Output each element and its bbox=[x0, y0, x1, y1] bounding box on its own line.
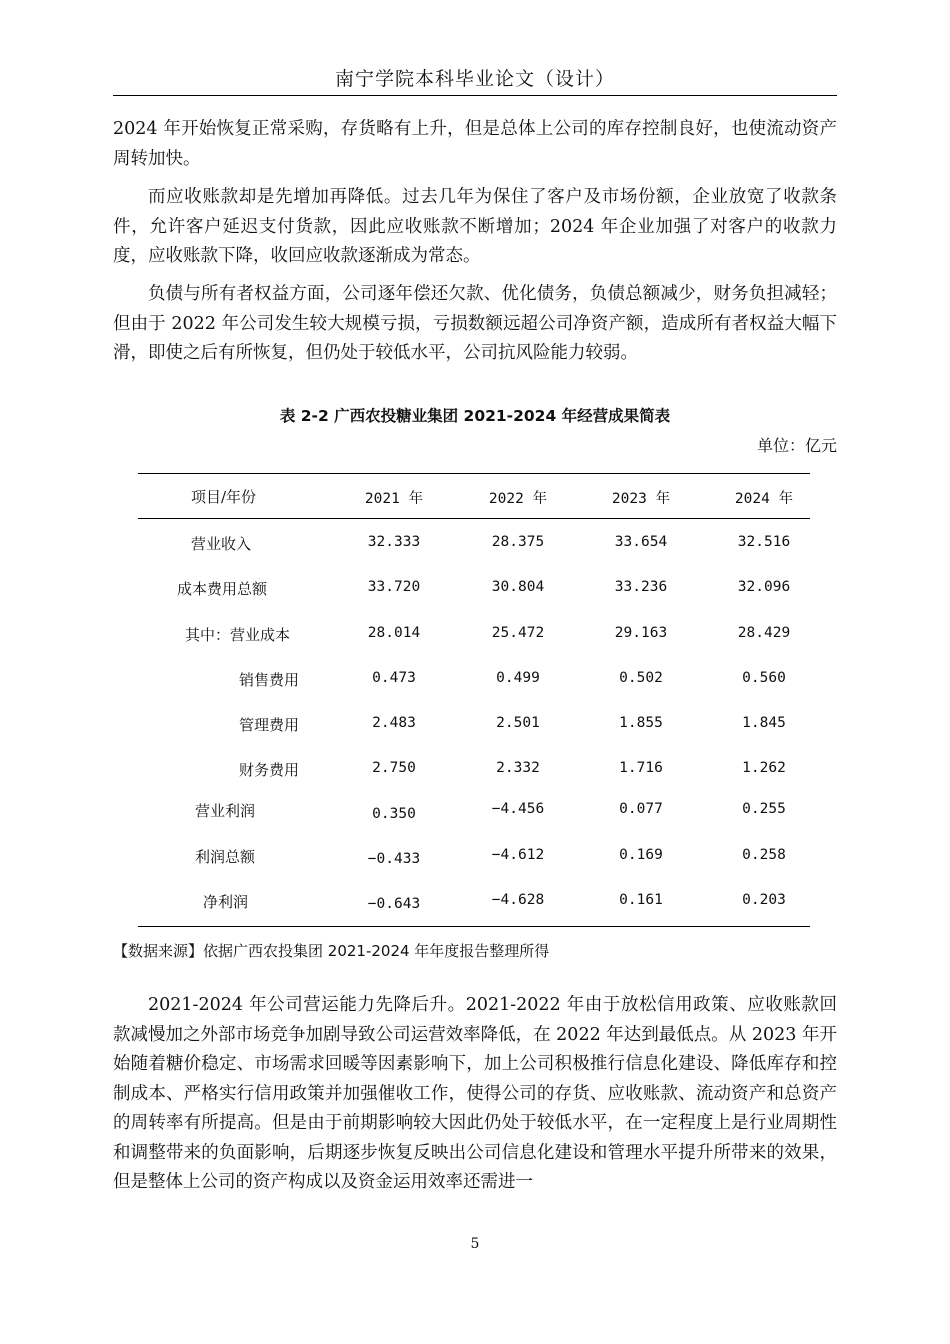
table-cell: 0.499 bbox=[496, 670, 540, 686]
table-header-item: 项目/年份 bbox=[191, 488, 257, 506]
table-cell: 1.845 bbox=[742, 715, 786, 731]
table-bottom-rule bbox=[138, 926, 810, 927]
table-header-2023: 2023 年 bbox=[611, 491, 671, 507]
table-cell: 0.255 bbox=[742, 801, 786, 817]
table-row-label: 营业利润 bbox=[195, 802, 256, 820]
table-cell: 25.472 bbox=[491, 625, 545, 641]
table-cell: 1.855 bbox=[619, 715, 663, 731]
table-cell: 32.333 bbox=[367, 534, 421, 550]
table-row-label: 管理费用 bbox=[239, 716, 300, 734]
table-row-label: 利润总额 bbox=[195, 848, 256, 866]
table-cell: 0.161 bbox=[619, 892, 663, 908]
table-cell: 1.262 bbox=[742, 760, 786, 776]
table-cell: 0.560 bbox=[742, 670, 786, 686]
table-row-label: 净利润 bbox=[203, 893, 249, 911]
table-cell: 2.750 bbox=[372, 760, 416, 776]
table-cell: 2.501 bbox=[496, 715, 540, 731]
paragraph-liabilities: 负债与所有者权益方面，公司逐年偿还欠款、优化债务，负债总额减少，财务负担减轻；但由于 2022 年公司发生较大规模亏损，亏损数额远超公司净资产额，造成所有者权益大幅下滑，即使之后有所恢复，但仍处于较低水平，公司抗风险能力较弱。 bbox=[113, 284, 837, 363]
table-cell: 0.350 bbox=[372, 806, 416, 822]
table-cell: 0.203 bbox=[742, 892, 786, 908]
table-unit: 单位：亿元 bbox=[756, 436, 837, 455]
table-cell: 28.375 bbox=[491, 534, 545, 550]
table-cell: −4.628 bbox=[491, 892, 545, 908]
table-cell: 33.654 bbox=[614, 534, 668, 550]
paragraph-inventory: 2024 年开始恢复正常采购，存货略有上升，但是总体上公司的库存控制良好，也使流动资产周转加快。 bbox=[113, 119, 837, 169]
table-cell: 0.077 bbox=[619, 801, 663, 817]
running-header-title: 南宁学院本科毕业论文（设计） bbox=[334, 68, 615, 90]
table-caption: 表 2-2 广西农投糖业集团 2021-2024 年经营成果简表 bbox=[279, 407, 671, 425]
table-cell: 0.258 bbox=[742, 847, 786, 863]
table-cell: −4.612 bbox=[491, 847, 545, 863]
table-cell: 30.804 bbox=[491, 579, 545, 595]
table-row-label: 销售费用 bbox=[239, 671, 300, 689]
table-cell: −0.643 bbox=[367, 896, 421, 912]
table-header-2024: 2024 年 bbox=[734, 491, 794, 507]
table-cell: 0.169 bbox=[619, 847, 663, 863]
table-cell: 33.720 bbox=[367, 579, 421, 595]
table-cell: 28.429 bbox=[737, 625, 791, 641]
table-cell: 1.716 bbox=[619, 760, 663, 776]
table-cell: 32.096 bbox=[737, 579, 791, 595]
header-rule bbox=[113, 95, 837, 96]
table-top-rule bbox=[138, 473, 810, 474]
page-number: 5 bbox=[470, 1236, 480, 1252]
table-cell: 0.502 bbox=[619, 670, 663, 686]
table-row-label: 财务费用 bbox=[239, 761, 300, 779]
table-cell: 28.014 bbox=[367, 625, 421, 641]
table-cell: 0.473 bbox=[372, 670, 416, 686]
paragraph-operating-capability: 2021-2024 年公司营运能力先降后升。2021-2022 年由于放松信用政策、应收账款回款减慢加之外部市场竞争加剧导致公司运营效率降低，在 2022 年达到最低点。从 2023 年开始随着糖价稳定、市场需求回暖等因素影响下，加上公司积极推行信息化建设、降低库存和控制成本、严格实行信用政策并加强催收工作，使得公司的存货、应收账款、流动资产和总资产的周转率有所提高。但是由于前期影响较大因此仍处于较低水平，在一定程度上是行业周期性和调整带来的负面影响，后期逐步恢复反映出公司信息化建设和管理水平提升所带来的效果，但是整体上公司的资产构成以及资金运用效率还需进一 bbox=[113, 995, 837, 1192]
table-row-label: 成本费用总额 bbox=[177, 580, 268, 598]
table-cell: 33.236 bbox=[614, 579, 668, 595]
table-row-label: 其中：营业成本 bbox=[185, 626, 291, 644]
table-cell: 29.163 bbox=[614, 625, 668, 641]
table-cell: 2.483 bbox=[372, 715, 416, 731]
table-cell: −0.433 bbox=[367, 851, 421, 867]
table-header-2021: 2021 年 bbox=[364, 491, 424, 507]
table-header-rule bbox=[138, 518, 810, 519]
table-cell: −4.456 bbox=[491, 801, 545, 817]
paragraph-receivables: 而应收账款却是先增加再降低。过去几年为保住了客户及市场份额，企业放宽了收款条件，允许客户延迟支付货款，因此应收账款不断增加；2024 年企业加强了对客户的收款力度，应收账款下降，收回应收款逐渐成为常态。 bbox=[113, 187, 837, 266]
table-source-note: 【数据来源】依据广西农投集团 2021-2024 年年度报告整理所得 bbox=[113, 942, 550, 960]
table-cell: 2.332 bbox=[496, 760, 540, 776]
table-header-2022: 2022 年 bbox=[488, 491, 548, 507]
table-row-label: 营业收入 bbox=[191, 535, 252, 553]
table-cell: 32.516 bbox=[737, 534, 791, 550]
